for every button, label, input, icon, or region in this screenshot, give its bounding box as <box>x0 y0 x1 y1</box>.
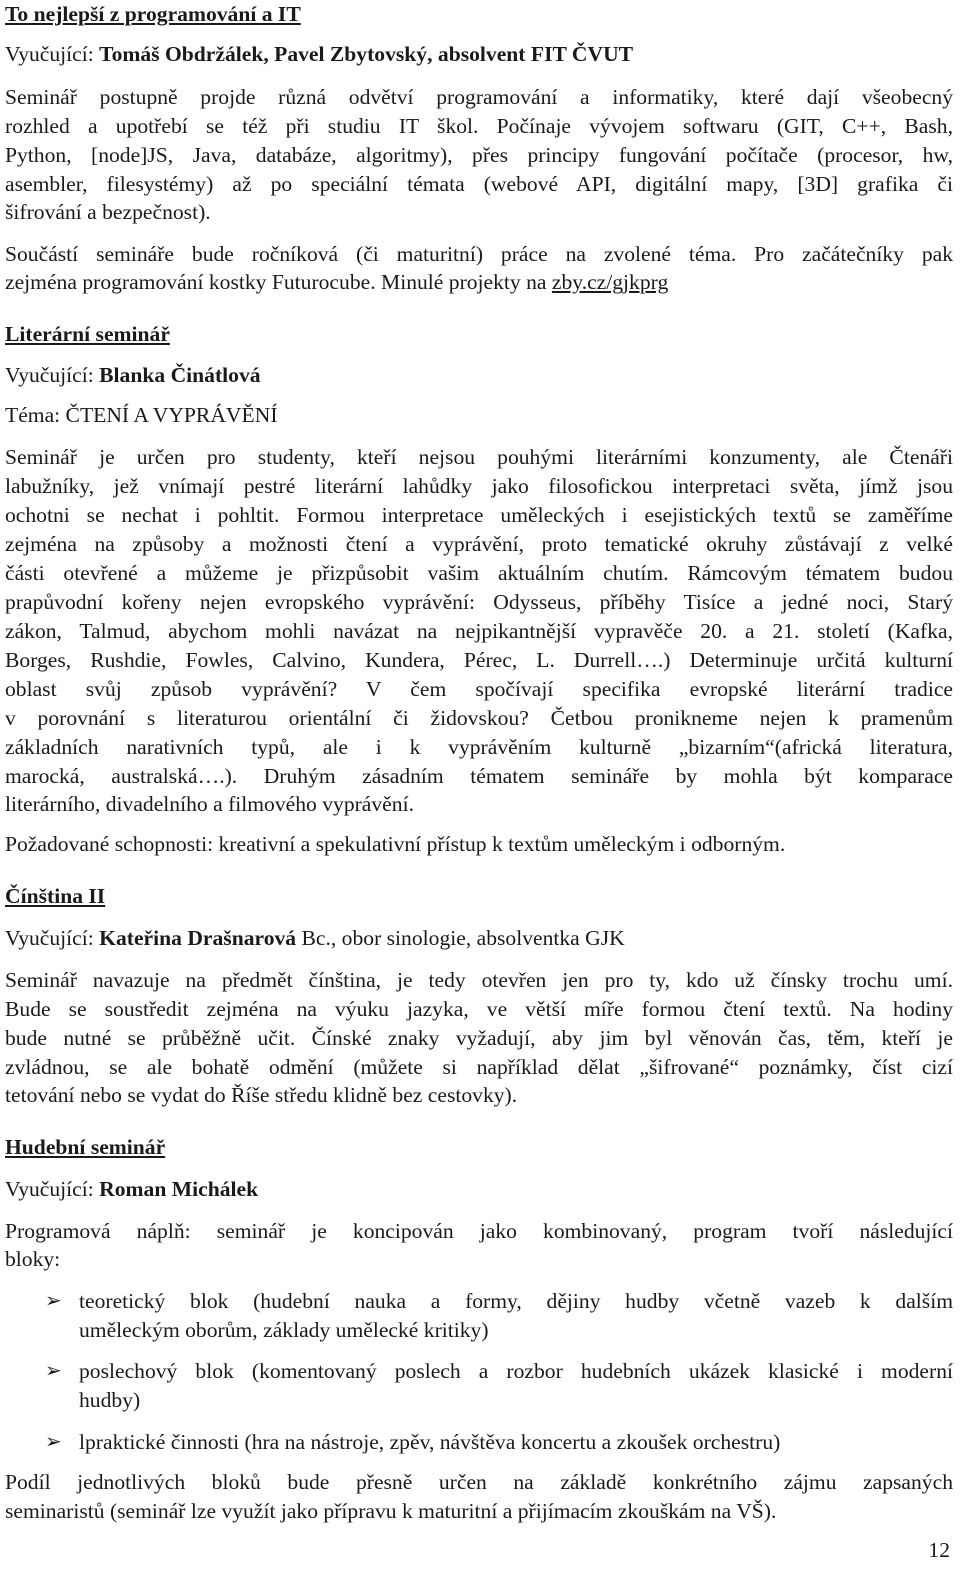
paragraph-line: zvládnou, se ale bohatě odmění (můžete si například dělat „šifrované“ poznámky, číst cizí <box>5 1055 953 1079</box>
paragraph-line: asembler, filesystémy) až po speciální témata (webové API, digitální mapy, [3D] grafika či <box>5 172 953 196</box>
paragraph-line: prapůvodní kořeny nejen evropského vyprávění: Odysseus, příběhy Tisíce a jedné noci, Starý <box>5 590 953 614</box>
arrow-bullet-icon: ➢ <box>45 1431 62 1453</box>
paragraph-line: zákon, Talmud, abychom mohli navázat na nejpikantnější vypravěče 20. a 21. století (Kafka, <box>5 619 953 643</box>
paragraph-line: tetování nebo se vydat do Říše středu klidně bez cestovky). <box>5 1083 518 1107</box>
paragraph-line: Python, [node]JS, Java, databáze, algoritmy), přes principy fungování počítače (procesor, hw, <box>5 143 953 167</box>
teacher-line-music <box>5 1175 953 1204</box>
page-number: 12 <box>928 1538 950 1562</box>
teacher-name: Roman Michálek <box>99 1177 259 1201</box>
paragraph-line: Programová náplň: seminář je koncipován jako kombinovaný, program tvoří následující <box>5 1219 953 1243</box>
projects-link[interactable]: zby.cz/gjkprg <box>551 270 669 294</box>
teacher-line-programming <box>5 40 953 69</box>
skills-line: Požadované schopnosti: kreativní a spekulativní přístup k textům uměleckým i odborným. <box>5 832 786 856</box>
paragraph-line: Podíl jednotlivých bloků bude přesně určen na základě konkrétního zájmu zapsaných <box>5 1470 953 1494</box>
paragraph-line: zejména na způsoby a možnosti čtení a vyprávění, proto tematické okruhy zůstávají z velké <box>5 532 953 556</box>
paragraph-line: bude nutné se průběžně učit. Čínské znaky vyžadují, aby jim byl věnován čas, těm, kteří je <box>5 1026 953 1050</box>
paragraph-line: bloky: <box>5 1247 61 1271</box>
paragraph-line: Seminář navazuje na předmět čínština, je tedy otevřen jen pro ty, kdo už čínsky trochu umí. <box>5 968 953 992</box>
teacher-label: Vyučující: <box>5 42 100 66</box>
teacher-name: Blanka Činátlová <box>99 363 261 387</box>
teacher-name: Kateřina Drašnarová <box>99 926 297 950</box>
paragraph-line: marocká, australská….). Druhým zásadním tématem semináře by mohla být komparace <box>5 764 953 788</box>
section-heading-literary: Literární seminář <box>5 322 170 346</box>
section-heading-music: Hudební seminář <box>5 1135 166 1159</box>
paragraph-line: základních narativních typů, ale i k vyprávěním kulturně „bizarním“(africká literatura, <box>5 735 953 759</box>
teacher-name: Tomáš Obdržálek, Pavel Zbytovský, absolvent FIT ČVUT <box>99 42 634 66</box>
paragraph-line: literárního, divadelního a filmového vyprávění. <box>5 792 414 816</box>
paragraph-line: Borges, Rushdie, Fowles, Calvino, Kundera, Pérec, L. Durrell….) Determinuje určitá kulturní <box>5 648 953 672</box>
paragraph-line: seminaristů (seminář lze využít jako přípravu k maturitní a přijímacím zkouškám na VŠ). <box>5 1499 777 1523</box>
paragraph-line: části otevřené a můžeme je přizpůsobit vašim aktuálním chutím. Rámcovým tématem budou <box>5 561 953 585</box>
paragraph-line: Seminář postupně projde různá odvětví programování a informatiky, které dají všeobecný <box>5 85 953 109</box>
list-item-text: teoretický blok (hudební nauka a formy, dějiny hudby včetně vazeb k dalším <box>79 1289 953 1313</box>
section-heading-chinese: Čínština II <box>5 884 106 908</box>
paragraph-line: rozhled a upotřebí se též při studiu IT škol. Počínaje vývojem softwaru (GIT, C++, Bash, <box>5 114 953 138</box>
paragraph-line: Bude se soustředit zejména na výuku jazyka, ve větší míře formou čtení textů. Na hodiny <box>5 997 953 1021</box>
paragraph-line: Seminář je určen pro studenty, kteří nejsou pouhými literárními konzumenty, ale Čtenáři <box>5 445 953 469</box>
arrow-bullet-icon: ➢ <box>45 1290 62 1312</box>
teacher-details: Bc., obor sinologie, absolventka GJK <box>296 926 625 950</box>
paragraph-line: Součástí semináře bude ročníková (či maturitní) práce na zvolené téma. Pro začátečníky pak <box>5 242 953 266</box>
section-heading-programming: To nejlepší z programování a IT <box>5 2 301 26</box>
list-item-text: uměleckým oborům, základy umělecké kritiky) <box>79 1318 489 1342</box>
paragraph-text: zejména programování kostky Futurocube. Minulé projekty na <box>5 270 552 294</box>
paragraph-line: šifrování a bezpečnost). <box>5 200 211 224</box>
paragraph-line: oblast svůj způsob vyprávění? V čem spočívají specifika evropské literární tradice <box>5 677 953 701</box>
teacher-label: Vyučující: <box>5 926 100 950</box>
teacher-label: Vyučující: <box>5 363 100 387</box>
list-item-text: hudby) <box>79 1388 141 1412</box>
theme-line: Téma: ČTENÍ A VYPRÁVĚNÍ <box>5 403 278 427</box>
list-item-text: lpraktické činnosti (hra na nástroje, zpěv, návštěva koncertu a zkoušek orchestru) <box>79 1430 781 1454</box>
teacher-label: Vyučující: <box>5 1177 100 1201</box>
paragraph-line: labužníky, jež vnímají pestré literární lahůdky jako filosofickou interpretaci světa, jímž jsou <box>5 474 953 498</box>
arrow-bullet-icon: ➢ <box>45 1360 62 1382</box>
paragraph-line <box>5 268 953 297</box>
paragraph-line: ochotni se nechat i pohltit. Formou interpretace uměleckých i esejistických textů se zaměříme <box>5 503 953 527</box>
teacher-line-chinese <box>5 924 953 953</box>
list-item-text: poslechový blok (komentovaný poslech a rozbor hudebních ukázek klasické i moderní <box>79 1359 953 1383</box>
teacher-line-literary <box>5 361 953 390</box>
paragraph-line: v porovnání s literaturou orientální či židovskou? Četbou pronikneme nejen k pramenům <box>5 706 953 730</box>
